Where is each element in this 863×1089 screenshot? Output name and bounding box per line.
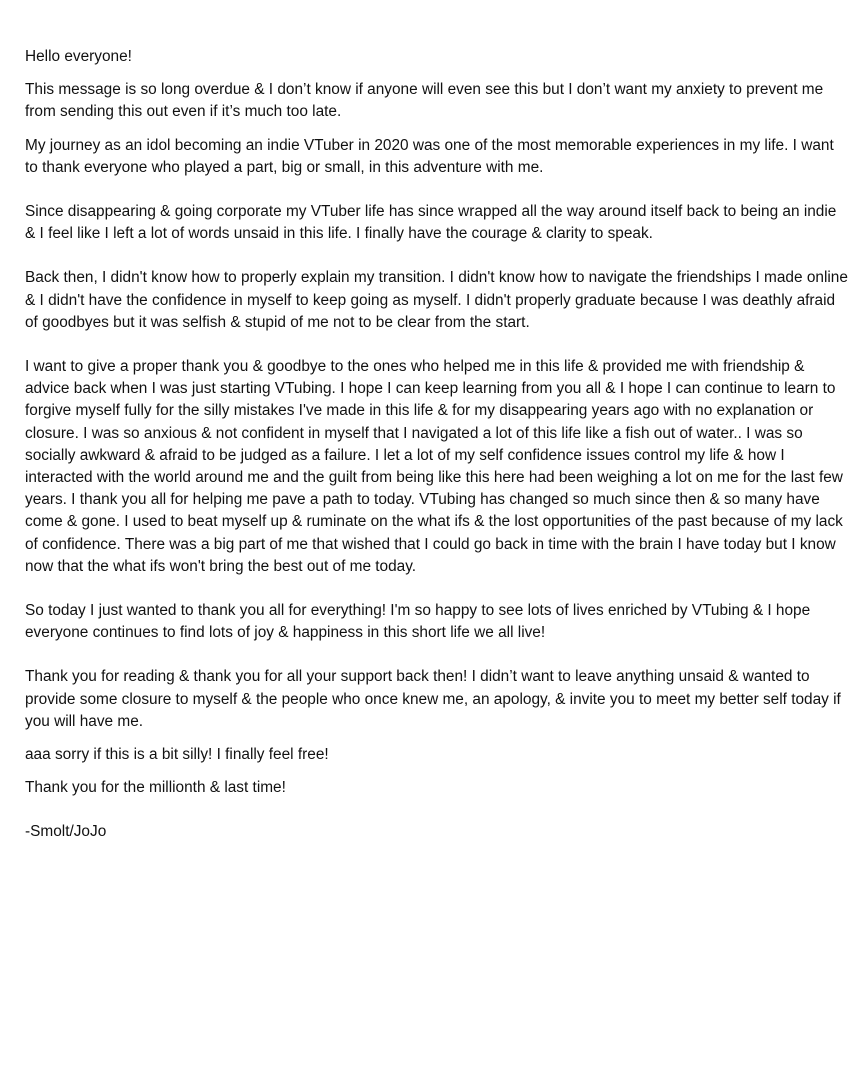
letter-paragraph-overdue: This message is so long overdue & I don’t know if anyone will even see this but I don’t want my anxiety to prevent me from sending this out even if it’s much too late. <box>25 81 824 121</box>
letter-paragraph-today: So today I just wanted to thank you all for everything! I'm so happy to see lots of lives enriched by VTubing & I hope everyone continues to find lots of joy & happiness in this short life we all live! <box>25 602 811 642</box>
letter-paragraph-journey: My journey as an idol becoming an indie VTuber in 2020 was one of the most memorable experiences in my life. I want to thank everyone who played a part, big or small, in this adventure with me. <box>25 136 834 176</box>
letter-paragraph-thank-you-goodbye: I want to give a proper thank you & goodbye to the ones who helped me in this life & provided me with friendship & advice back when I was just starting VTubing. I hope I can keep learning from you all & I hope I can continue to learn to forgive myself fully for the silly mistakes I've made in this life & for my disappearing years ago with no explanation or closure. I was so anxious & not confident in myself that I navigated a lot of this life like a fish out of water.. I was so socially awkward & afraid to be judged as a failure. I let a lot of my self confidence issues control my life & how I interacted with the world around me and the guilt from being like this here had been weighing a lot on me for the last few years. I thank you all for helping me pave a path to today. VTubing has changed so much since then & so many have come & gone. I used to beat myself up & ruminate on the what ifs & the lost opportunities of the past because of my lack of confidence. There was a big part of me that wished that I could go back in time with the brain I have today but I know now that the what ifs won't bring the best out of me today. <box>25 358 843 575</box>
letter-paragraph-corporate: Since disappearing & going corporate my VTuber life has since wrapped all the way around itself back to being an indie & I feel like I left a lot of words unsaid in this life. I finally have the courage & clarity to speak. <box>25 203 837 243</box>
letter-paragraph-last-time: Thank you for the millionth & last time! <box>25 779 286 797</box>
letter-greeting: Hello everyone! <box>25 48 132 65</box>
letter-paragraph-back-then: Back then, I didn't know how to properly explain my transition. I didn't know how to navigate the friendships I made online & I didn't have the confidence in myself to keep going as myself. I didn't properly graduate because I was deathly afraid of goodbyes but it was selfish & stupid of me not to be clear from the start. <box>25 269 848 331</box>
letter-signature: -Smolt/JoJo <box>25 823 107 841</box>
letter-paragraph-thank-you-reading: Thank you for reading & thank you for all your support back then! I didn’t want to leave anything unsaid & wanted to provide some closure to myself & the people who once knew me, an apology, & invite you to meet my better self today if you will have me. <box>25 668 841 730</box>
letter-paragraph-sorry: aaa sorry if this is a bit silly! I finally feel free! <box>25 746 329 764</box>
